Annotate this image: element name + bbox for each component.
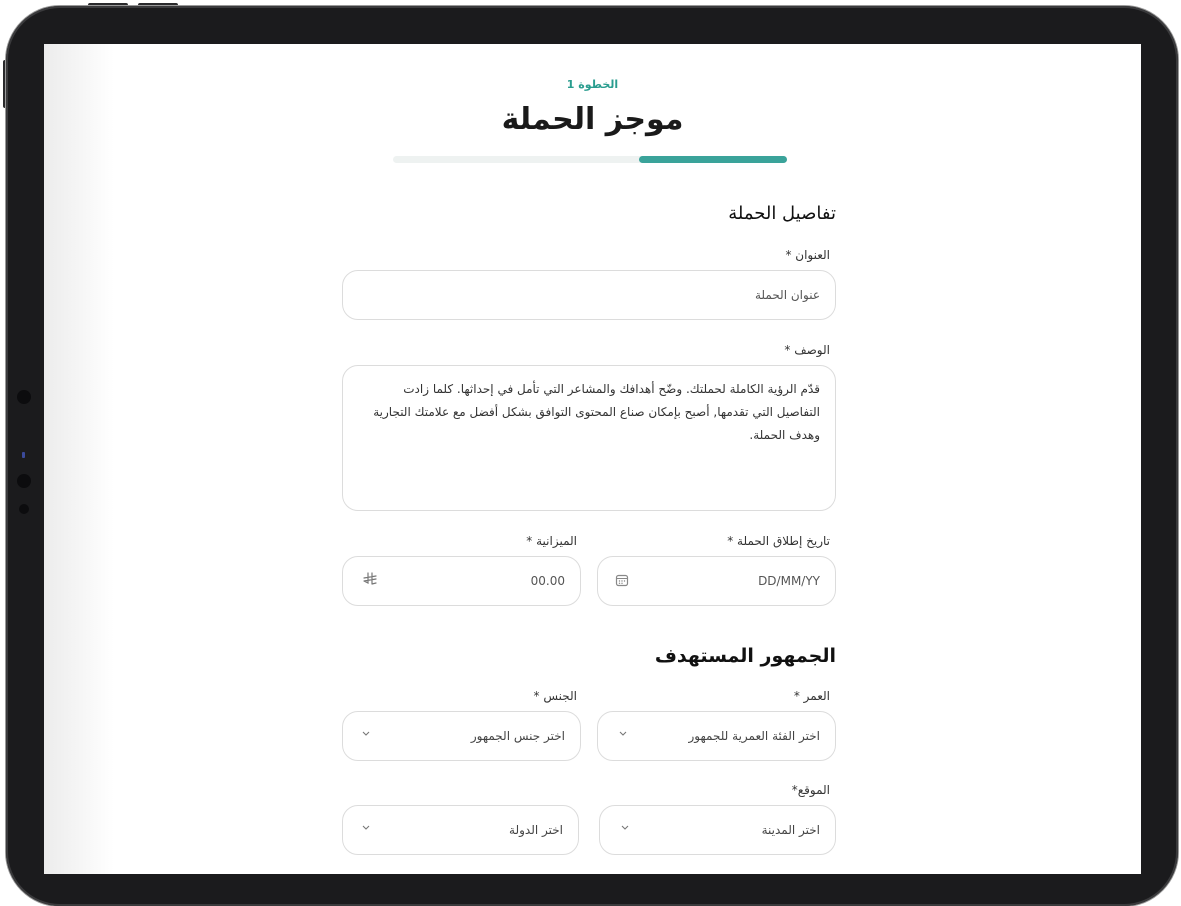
app-screen [44,44,1141,874]
campaign-description-textarea[interactable] [342,365,836,511]
chevron-down-icon [618,727,628,741]
campaign-title-input[interactable] [342,270,836,320]
city-select-value: اختر المدينة [761,823,820,837]
age-select-value: اختر الفئة العمرية للجمهور [688,729,820,743]
camera-lens [17,390,31,404]
camera-sensor [19,504,29,514]
launch-date-placeholder: DD/MM/YY [758,574,820,588]
progress-bar [393,156,787,163]
gender-select-value: اختر جنس الجمهور [470,729,565,743]
budget-label: الميزانية * [526,534,577,548]
riyal-icon [362,571,378,590]
budget-input[interactable] [342,556,581,606]
step-label: الخطوة 1 [566,78,619,91]
camera-lens [17,474,31,488]
budget-placeholder: 00.00 [530,574,565,588]
camera-indicator [22,452,25,458]
title-label: العنوان * [785,248,830,262]
location-label: الموقع* [791,783,830,797]
launch-date-label: تاريخ إطلاق الحملة * [727,534,830,548]
progress-fill [639,156,787,163]
country-select[interactable] [342,805,579,855]
gender-select[interactable] [342,711,581,761]
age-label: العمر * [793,689,830,703]
section-title-target-audience: الجمهور المستهدف [654,645,836,667]
city-select[interactable] [599,805,836,855]
launch-date-input[interactable] [597,556,836,606]
age-select[interactable] [597,711,836,761]
chevron-down-icon [361,727,371,741]
campaign-title-placeholder: عنوان الحملة [754,288,820,302]
description-label: الوصف * [784,343,830,357]
gender-label: الجنس * [533,689,577,703]
chevron-down-icon [361,821,371,835]
country-select-value: اختر الدولة [509,823,563,837]
chevron-down-icon [620,821,630,835]
campaign-description-placeholder: قدّم الرؤية الكاملة لحملتك. وضّح أهدافك والمشاعر التي تأمل في إحداثها. كلما زادت التفاصيل التي تقدمها, أصبح بإمكان صناع المحتوى التوافق بشكل أفضل مع علامتك التجارية وهدف الحملة. [373,382,820,442]
section-title-campaign-details: تفاصيل الحملة [728,203,836,224]
calendar-icon [615,573,629,590]
page-title: موجز الحملة [501,102,684,137]
